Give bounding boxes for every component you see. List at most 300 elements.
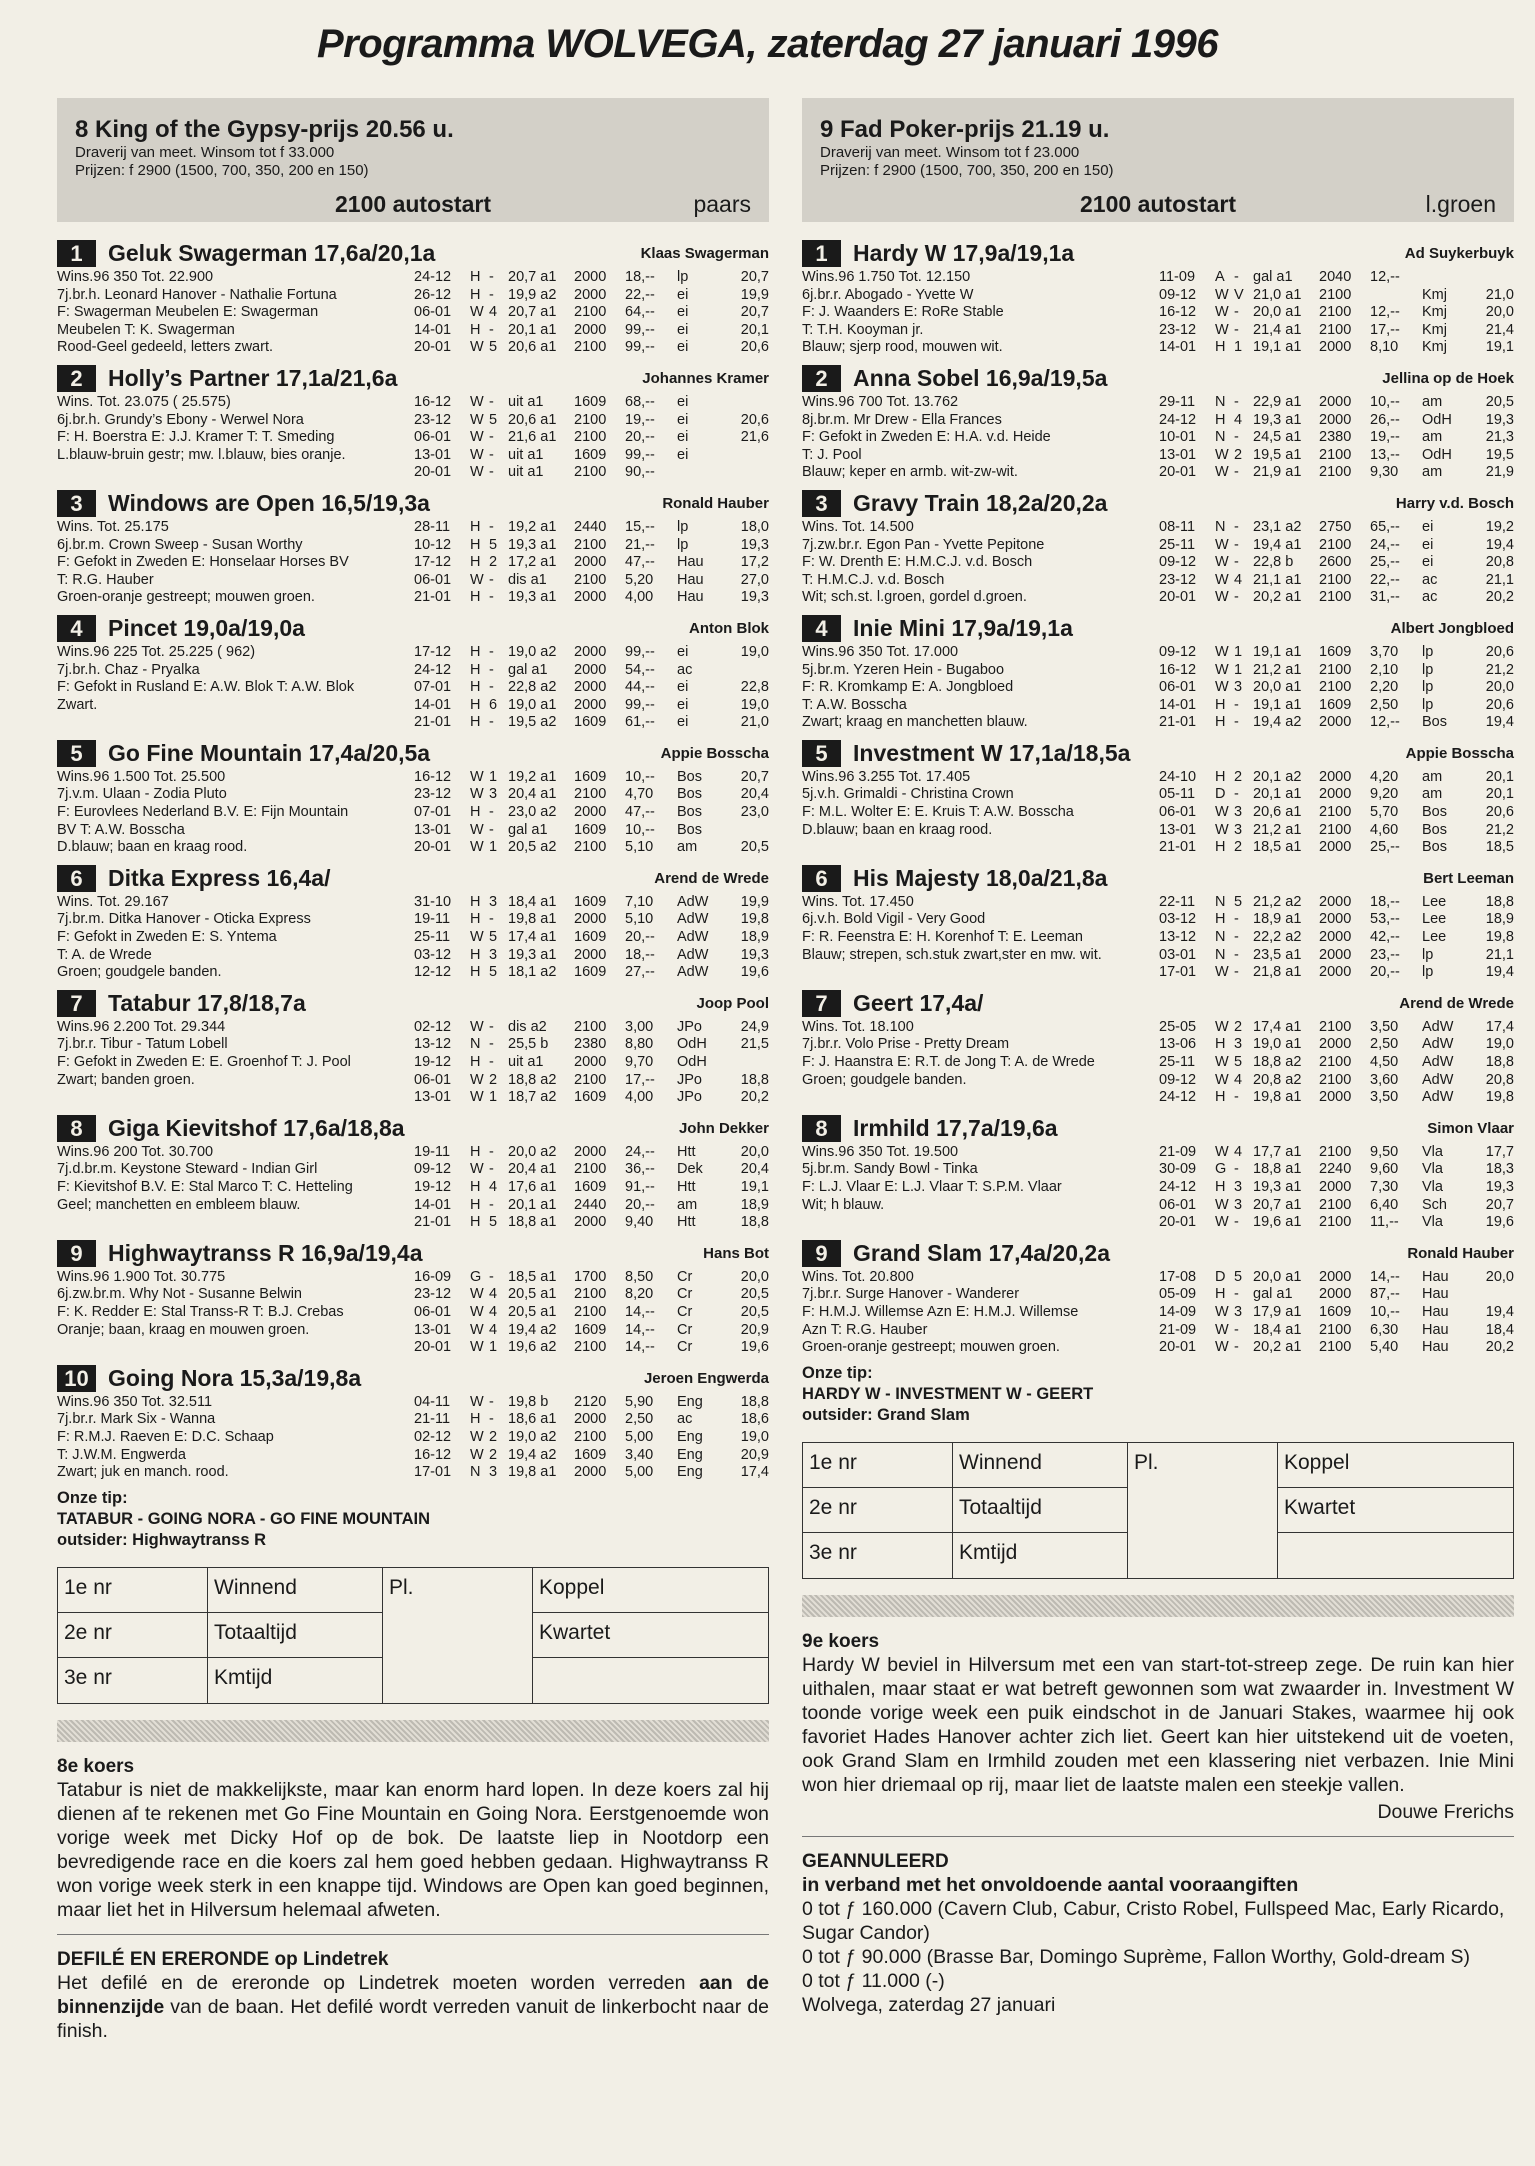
performance-cell: 1 — [1234, 661, 1243, 678]
horse-header — [802, 863, 1514, 894]
performance-cell: 8,20 — [625, 1286, 654, 1303]
performance-row — [1159, 1072, 1514, 1090]
performance-cell: 2,50 — [625, 1411, 654, 1428]
performance-cell: 15,-- — [625, 518, 655, 535]
performance-cell: 28-11 — [414, 518, 451, 535]
performance-cell: 18,8 a1 — [508, 1214, 557, 1231]
performance-table — [414, 644, 769, 732]
performance-cell: 2000 — [1319, 786, 1352, 803]
bet-cell: 1e nr — [803, 1443, 952, 1488]
performance-cell: 21-09 — [1159, 1143, 1197, 1160]
performance-cell: 19,-- — [1370, 429, 1400, 446]
horse-info-line: F: W. Drenth E: H.M.C.J. v.d. Bosch — [802, 554, 1033, 571]
horse-body — [802, 394, 1514, 482]
performance-cell: - — [1234, 1286, 1239, 1303]
performance-cell: 18,9 a1 — [1253, 911, 1302, 928]
performance-cell: 1609 — [1319, 1303, 1352, 1320]
performance-cell: 2000 — [1319, 393, 1352, 410]
horse-header — [57, 613, 769, 644]
performance-row — [1159, 537, 1514, 555]
performance-cell: 26-12 — [414, 286, 452, 303]
performance-cell: 21,1 — [1485, 946, 1514, 963]
performance-cell: 36,-- — [625, 1161, 655, 1178]
performance-cell: 19,2 a1 — [508, 768, 557, 785]
performance-cell: 19,8 — [740, 911, 769, 928]
performance-cell: - — [489, 1161, 494, 1178]
performance-cell: 17,4 a1 — [508, 929, 557, 946]
performance-cell: 1609 — [574, 893, 607, 910]
performance-cell: 5 — [489, 1214, 498, 1231]
performance-cell: 22,-- — [625, 286, 655, 303]
performance-cell: 2440 — [574, 518, 607, 535]
performance-cell: 21,6 a1 — [508, 429, 557, 446]
performance-row — [1159, 1304, 1514, 1322]
horse-info-line: F: L.J. Vlaar E: L.J. Vlaar T: S.P.M. Vlaar — [802, 1178, 1062, 1195]
performance-cell: OdH — [677, 1054, 707, 1070]
horse-body — [802, 1144, 1514, 1232]
horse-driver: Anton Blok — [689, 619, 769, 637]
performance-cell: 18,6 a1 — [508, 1411, 557, 1428]
horse-info-line: Geel; manchetten en embleem blauw. — [57, 1196, 301, 1213]
performance-cell: 21,4 — [1485, 321, 1514, 338]
performance-cell: 20,4 — [740, 1161, 769, 1178]
performance-cell: 05-09 — [1159, 1286, 1197, 1303]
performance-cell: 20,2 a1 — [1253, 1339, 1302, 1356]
performance-cell: 19,1 a1 — [1253, 339, 1302, 356]
bet-col-win — [953, 1443, 1128, 1578]
bet-cell: Totaaltijd — [208, 1613, 382, 1658]
performance-cell: D — [1215, 786, 1226, 803]
performance-cell: - — [489, 1393, 494, 1410]
performance-cell: 99,-- — [625, 643, 655, 660]
performance-cell: 20,6 a1 — [508, 411, 557, 428]
performance-cell: H — [470, 964, 481, 981]
review-title: 8e koers — [57, 1755, 135, 1777]
performance-cell: 25-11 — [1159, 1054, 1196, 1070]
performance-cell: 44,-- — [625, 679, 655, 696]
tip-block — [802, 1363, 1514, 1426]
performance-cell: 7,30 — [1370, 1178, 1399, 1195]
performance-cell: 20,0 a1 — [1253, 1268, 1302, 1285]
performance-row — [1159, 929, 1514, 947]
performance-cell: H — [470, 518, 481, 535]
performance-cell: 6,30 — [1370, 1321, 1399, 1338]
performance-cell: 17-08 — [1159, 1268, 1197, 1285]
performance-cell: 19,5 a2 — [508, 714, 557, 731]
performance-cell: ei — [1422, 536, 1434, 553]
performance-cell: 20,6 — [740, 339, 769, 356]
horse-info-line: L.blauw-bruin gestr; mw. l.blauw, bies oranje. — [57, 446, 346, 463]
horse-header — [57, 238, 769, 269]
performance-cell: 5 — [489, 964, 498, 981]
performance-cell: 1609 — [1319, 696, 1352, 713]
performance-cell: W — [470, 821, 484, 838]
performance-cell: 09-12 — [1159, 1071, 1197, 1088]
performance-cell: 4 — [489, 304, 498, 321]
horse-entry — [802, 238, 1514, 357]
horse-number: 7 — [802, 990, 841, 1017]
performance-cell: 14,-- — [1370, 1268, 1400, 1285]
performance-cell: N — [1215, 946, 1226, 963]
performance-cell: 19-12 — [414, 1054, 452, 1070]
performance-cell: 20,5 — [740, 1286, 769, 1303]
performance-cell: 23-12 — [414, 411, 452, 428]
performance-cell: 19,3 — [1485, 1178, 1514, 1195]
performance-cell: 2100 — [574, 1303, 607, 1320]
performance-cell: 31,-- — [1370, 589, 1400, 606]
performance-cell: 20-01 — [414, 464, 452, 481]
performance-cell: 3 — [1234, 1178, 1243, 1195]
performance-cell: Bos — [1422, 804, 1447, 821]
performance-cell: 19,6 — [740, 1339, 769, 1356]
performance-cell: 17,9 a1 — [1253, 1303, 1302, 1320]
defile-text-2: van de baan. Het defilé wordt verreden vanuit de linkerbocht naar de finish. — [57, 1995, 770, 2042]
performance-cell: 2100 — [574, 839, 607, 856]
performance-cell: W — [470, 839, 484, 856]
performance-cell: W — [470, 1161, 484, 1178]
performance-cell: 21,2 — [1485, 661, 1514, 678]
performance-cell: 18,8 a2 — [508, 1071, 557, 1088]
performance-row — [414, 1214, 769, 1232]
performance-cell: 19,4 a2 — [508, 1321, 557, 1338]
performance-cell: 22,9 a1 — [1253, 393, 1302, 410]
performance-cell: 19,2 — [1485, 518, 1514, 535]
performance-cell: 54,-- — [625, 661, 655, 678]
performance-row — [1159, 644, 1514, 662]
performance-cell: 20,8 a2 — [1253, 1071, 1302, 1088]
performance-row — [414, 894, 769, 912]
horse-info-line: Blauw; sjerp rood, mouwen wit. — [802, 339, 1003, 356]
performance-cell: AdW — [677, 946, 709, 963]
performance-cell: 09-12 — [1159, 554, 1197, 571]
performance-cell: 1 — [489, 1089, 498, 1106]
horse-entry — [57, 738, 769, 857]
performance-cell: 20,5 a1 — [508, 1303, 557, 1320]
horse-info — [57, 894, 414, 982]
performance-cell: H — [470, 589, 481, 606]
performance-row — [414, 1197, 769, 1215]
horse-info — [57, 1394, 414, 1482]
performance-cell: 2000 — [1319, 339, 1352, 356]
horse-list — [57, 238, 769, 1482]
performance-cell: W — [470, 464, 484, 481]
horse-name: Highwaytranss R 16,9a/19,4a — [108, 1239, 423, 1266]
race-prizes: Prijzen: f 2900 (1500, 700, 350, 200 en 150) — [820, 162, 1114, 179]
performance-cell: - — [1234, 714, 1239, 731]
performance-cell: - — [1234, 393, 1239, 410]
performance-cell: 19,8 a1 — [508, 1464, 557, 1481]
performance-cell: W — [470, 304, 484, 321]
performance-cell: 19,3 — [740, 946, 769, 963]
performance-cell: 68,-- — [625, 393, 655, 410]
performance-row — [1159, 1179, 1514, 1197]
performance-cell: 13-12 — [1159, 929, 1197, 946]
horse-number: 6 — [57, 865, 96, 892]
divider — [57, 1934, 769, 1935]
performance-row — [1159, 1214, 1514, 1232]
horse-header — [802, 738, 1514, 769]
performance-cell: 14,-- — [625, 1339, 655, 1356]
performance-cell: 5,10 — [625, 911, 654, 928]
performance-cell: - — [1234, 518, 1239, 535]
performance-cell: 07-01 — [414, 679, 452, 696]
performance-table — [1159, 894, 1514, 982]
performance-cell: 1609 — [574, 929, 607, 946]
performance-cell: 20,1 a1 — [508, 1196, 557, 1213]
performance-cell: W — [470, 1321, 484, 1338]
performance-cell: am — [677, 839, 698, 856]
performance-cell: 2100 — [1319, 1018, 1352, 1035]
performance-cell: 2000 — [1319, 768, 1352, 785]
performance-row — [414, 554, 769, 572]
performance-cell: - — [1234, 1161, 1239, 1178]
performance-cell: - — [1234, 696, 1239, 713]
performance-cell: 20,6 — [1485, 804, 1514, 821]
performance-cell: gal a1 — [1253, 1286, 1293, 1303]
performance-cell: Hau — [1422, 1339, 1449, 1356]
performance-cell: 17,2 — [740, 554, 769, 571]
horse-number: 1 — [57, 240, 96, 267]
horse-name: Hardy W 17,9a/19,1a — [853, 240, 1075, 266]
horse-info — [802, 269, 1159, 357]
performance-cell: 7,10 — [625, 893, 654, 910]
performance-cell: - — [1234, 589, 1239, 606]
performance-row — [414, 1304, 769, 1322]
performance-row — [1159, 822, 1514, 840]
performance-cell: 20,1 — [1485, 786, 1514, 803]
performance-cell: 24,9 — [740, 1018, 769, 1035]
performance-cell: 20,0 — [1485, 679, 1514, 696]
defile-text-1: Het defilé en de ereronde op Lindetrek moeten worden verreden — [57, 1971, 686, 1994]
performance-cell: 23-12 — [1159, 321, 1197, 338]
horse-info — [802, 644, 1159, 732]
performance-cell: 12,-- — [1370, 304, 1400, 321]
race-color: l.groen — [1425, 191, 1496, 217]
performance-cell: H — [470, 911, 481, 928]
performance-cell: - — [1234, 429, 1239, 446]
performance-cell: 19,9 a2 — [508, 286, 557, 303]
performance-cell: 20,6 — [1485, 643, 1514, 660]
horse-entry — [802, 863, 1514, 982]
performance-cell: V — [1234, 286, 1244, 303]
performance-row — [414, 1269, 769, 1287]
horse-info-line: 6j.zw.br.m. Why Not - Susanne Belwin — [57, 1286, 302, 1303]
performance-cell: 99,-- — [625, 446, 655, 463]
performance-cell: am — [1422, 464, 1443, 481]
horse-number: 8 — [802, 1115, 841, 1142]
horse-body — [802, 1269, 1514, 1357]
performance-row — [414, 572, 769, 590]
performance-cell: 3 — [1234, 1196, 1243, 1213]
performance-cell — [1422, 269, 1466, 287]
performance-cell: 08-11 — [1159, 518, 1196, 535]
performance-cell: 3,50 — [1370, 1018, 1399, 1035]
bet-col-nr — [803, 1443, 953, 1578]
performance-cell: Kmj — [1422, 304, 1447, 321]
horse-info-line: Wins.96 200 Tot. 30.700 — [57, 1143, 214, 1160]
performance-cell: 19,4 a2 — [508, 1446, 557, 1463]
horse-driver: Ronald Hauber — [1407, 1244, 1514, 1262]
tip-main: HARDY W - INVESTMENT W - GEERT — [802, 1384, 1094, 1403]
performance-cell: W — [1215, 661, 1229, 678]
performance-cell: - — [1234, 304, 1239, 321]
performance-cell: 24,5 a1 — [1253, 429, 1302, 446]
performance-cell: W — [470, 1339, 484, 1356]
performance-cell: 1609 — [574, 393, 607, 410]
performance-cell: 06-01 — [414, 429, 452, 446]
performance-cell: - — [1234, 786, 1239, 803]
performance-cell: 47,-- — [625, 804, 655, 821]
performance-cell: 18,7 a2 — [508, 1089, 557, 1106]
horse-entry — [57, 363, 769, 482]
performance-cell: 2440 — [574, 1196, 607, 1213]
performance-cell: lp — [1422, 643, 1434, 660]
performance-cell: 25,5 b — [508, 1036, 549, 1053]
performance-table — [1159, 519, 1514, 607]
performance-cell: 21,9 — [1485, 464, 1514, 481]
performance-cell: 20,2 a1 — [1253, 589, 1302, 606]
bet-col-nr — [58, 1568, 208, 1703]
performance-row — [414, 394, 769, 412]
performance-cell: 21,6 — [740, 429, 769, 446]
horse-driver: Albert Jongbloed — [1390, 619, 1514, 637]
performance-cell: 2000 — [574, 269, 607, 285]
performance-cell: 4 — [489, 1178, 498, 1195]
performance-cell: 2100 — [574, 1161, 607, 1178]
performance-cell: 07-01 — [414, 804, 452, 821]
performance-cell: W — [1215, 643, 1229, 660]
horse-info-line: Wins. Tot. 25.175 — [57, 518, 169, 535]
performance-cell: 1609 — [1319, 643, 1352, 660]
horse-name: Windows are Open 16,5/19,3a — [108, 489, 430, 516]
performance-cell: 5 — [489, 536, 498, 553]
horse-info-line: Rood-Geel gedeeld, letters zwart. — [57, 339, 273, 356]
performance-cell: 2000 — [574, 1411, 607, 1428]
tip-label: Onze tip: — [802, 1363, 873, 1382]
horse-driver: Appie Bosscha — [660, 744, 769, 762]
bet-col-win — [208, 1568, 383, 1703]
performance-cell: 19,2 a1 — [508, 518, 557, 535]
performance-cell: 14-01 — [1159, 339, 1197, 356]
performance-cell: 18,3 — [1485, 1161, 1514, 1178]
horse-driver: Arend de Wrede — [1399, 994, 1514, 1012]
performance-cell: 23-12 — [414, 786, 452, 803]
performance-cell: AdW — [1422, 1054, 1454, 1070]
performance-cell: 19,3 — [740, 536, 769, 553]
horse-header — [802, 238, 1514, 269]
performance-cell: 18,9 — [1485, 911, 1514, 928]
performance-cell: 3 — [489, 786, 498, 803]
performance-cell: 21-01 — [1159, 714, 1197, 731]
horse-driver: Johannes Kramer — [642, 369, 769, 387]
performance-cell: 19,1 — [1485, 339, 1514, 356]
performance-cell: 22,8 b — [1253, 554, 1294, 571]
performance-cell: 20,6 — [1485, 696, 1514, 713]
horse-info — [57, 1144, 414, 1232]
horse-info-line: D.blauw; baan en kraag rood. — [57, 839, 248, 856]
performance-cell: 5,20 — [625, 571, 654, 588]
performance-cell: H — [1215, 1178, 1226, 1195]
performance-table — [414, 1019, 769, 1107]
performance-cell: 17,-- — [625, 1071, 655, 1088]
performance-cell: Htt — [677, 1178, 696, 1195]
performance-cell: Bos — [1422, 821, 1447, 838]
performance-cell: 20,1 — [1485, 768, 1514, 785]
performance-cell: H — [470, 643, 481, 660]
performance-cell: 24-12 — [414, 661, 452, 678]
performance-cell: 2120 — [574, 1393, 607, 1410]
performance-cell: Eng — [677, 1446, 703, 1463]
performance-cell: ei — [677, 411, 689, 428]
performance-row — [1159, 464, 1514, 482]
performance-cell: - — [1234, 464, 1239, 481]
horse-info — [57, 519, 414, 607]
performance-cell: 18,4 — [1485, 1321, 1514, 1338]
performance-cell: - — [489, 1036, 494, 1053]
performance-cell: uit a1 — [508, 393, 544, 410]
performance-cell: 3 — [489, 893, 498, 910]
performance-table — [414, 894, 769, 982]
performance-cell: 16-12 — [414, 393, 452, 410]
performance-row — [414, 1339, 769, 1357]
horse-info-line: Wins.96 1.750 Tot. 12.150 — [802, 269, 971, 285]
performance-cell: Kmj — [1422, 339, 1447, 356]
performance-cell: 4 — [1234, 1143, 1243, 1160]
horse-body — [802, 269, 1514, 357]
performance-cell: 20,2 — [1485, 589, 1514, 606]
horse-info-line: Oranje; baan, kraag en mouwen groen. — [57, 1321, 310, 1338]
horse-info-line: Wins.96 350 Tot. 19.500 — [802, 1143, 959, 1160]
horse-number: 6 — [802, 865, 841, 892]
performance-cell: 2000 — [574, 1143, 607, 1160]
performance-cell: 2100 — [574, 1428, 607, 1445]
performance-cell: 2000 — [574, 804, 607, 821]
performance-cell: AdW — [677, 911, 709, 928]
performance-cell: - — [1234, 1089, 1239, 1106]
performance-cell: 1609 — [574, 446, 607, 463]
performance-cell: 22,8 — [740, 679, 769, 696]
performance-cell: - — [1234, 1214, 1239, 1231]
performance-cell: 1 — [1234, 643, 1243, 660]
performance-cell: 1700 — [574, 1268, 607, 1285]
performance-cell: 25,-- — [1370, 554, 1400, 571]
performance-cell: 19,0 — [740, 1428, 769, 1445]
performance-cell: 20,-- — [1370, 964, 1400, 981]
performance-row — [414, 429, 769, 447]
horse-body — [802, 1019, 1514, 1107]
performance-cell: - — [1234, 1339, 1239, 1356]
horse-info-line: Groen-oranje gestreept; mouwen groen. — [57, 589, 315, 606]
performance-cell: 2000 — [1319, 964, 1352, 981]
performance-cell: 10,-- — [1370, 393, 1400, 410]
performance-cell: 1609 — [574, 1446, 607, 1463]
performance-cell: 16-12 — [414, 1446, 452, 1463]
performance-table — [1159, 769, 1514, 857]
horse-header — [57, 988, 769, 1019]
performance-cell: 8,10 — [1370, 339, 1399, 356]
horse-name: Anna Sobel 16,9a/19,5a — [853, 364, 1108, 391]
performance-cell: - — [1234, 964, 1239, 981]
performance-cell: 11-09 — [1159, 269, 1196, 285]
bet-cell: 3e nr — [64, 1666, 112, 1690]
bet-cell: 2e nr — [58, 1613, 207, 1658]
performance-cell: 20,0 a1 — [1253, 304, 1302, 321]
performance-cell: 16-12 — [414, 768, 452, 785]
performance-cell: 17,-- — [1370, 321, 1400, 338]
performance-cell: 4 — [1234, 411, 1243, 428]
performance-cell: 14,-- — [625, 1303, 655, 1320]
performance-table — [1159, 1269, 1514, 1357]
